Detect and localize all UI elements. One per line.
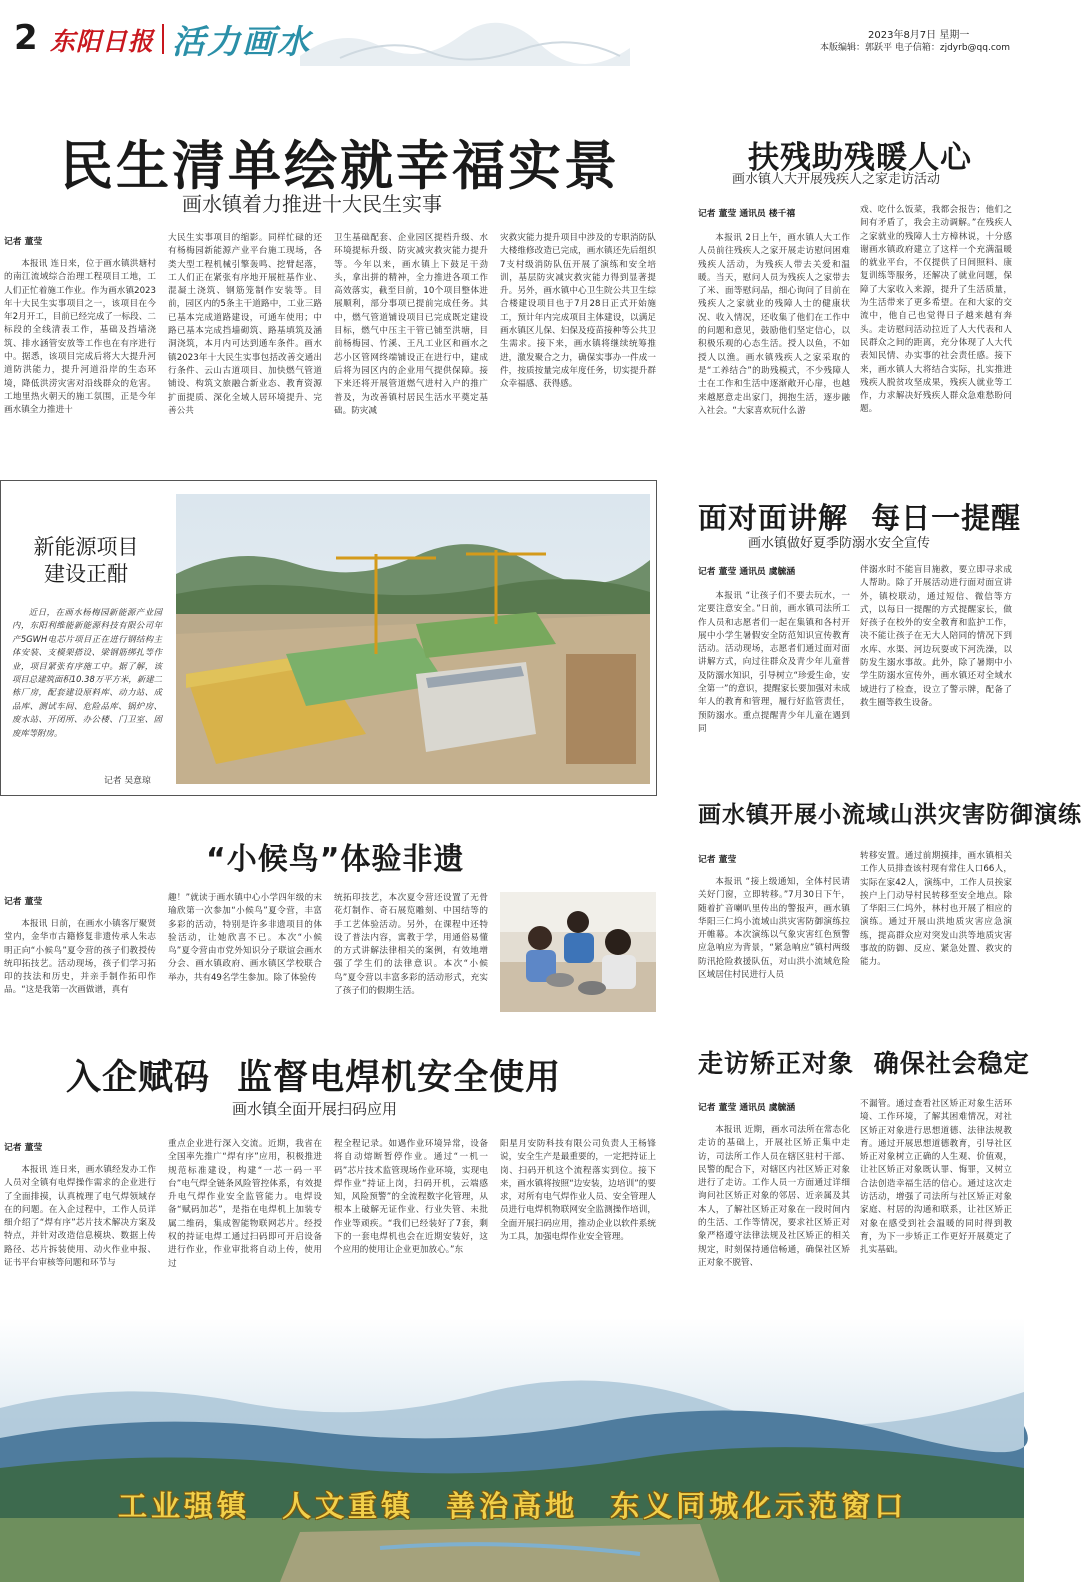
water-col-2: 伴溺水时不能盲目施救，要立即寻求成人帮助。除了开展活动进行面对面宣讲外，镇校联动，通过短信、微信等方式，以每日一提醒的方式提醒家长，做好孩子在校外的安全教育和监护工作，决不能让孩子在无大人陪同的情况下到水库、水渠、河边玩耍或下河洗澡，以防发生溺水事故。此外，除了暑期中小学生防溺水宣传外，画水镇还对全域水域进行了检查，设立了警示牌，配备了救生圈等救生设备。 [860,565,1012,708]
main-col-3: 卫生基础配套、企业园区提档升级、水环境提标升级、防灾减灾救灾能力提升等。今年以来，画水镇上下鼓足干劲头，拿出拼的精神，全力推进各项工作高效落实，截至目前，10个项目整体进展顺利，部分事项已提前完成任务。其中，燃气管道铺设项目已完成既定建设目标，燃气中压主干管已铺至洪塘，目前杨梅园、竹溪、王凡工业区和画水之芯小区管网终端铺设正在进行中，建成后将为园区内的企业用气提供保障。接下来还将开展管道燃气进村入户的推广普及，为改善镇村居民生活水平奠定基础。防灾减 [334,233,488,416]
disabled-subheadline: 画水镇人大开展残疾人之家走访活动 [732,172,941,187]
landscape-banner-image [0,1318,1024,1582]
flood-byline: 记者 董莹 [698,855,737,865]
correction-col-2: 不漏管。通过查看社区矫正对象生活环境、工作环境，了解其困难情况，对社区矫正对象进行思想道德、法律法规教育。通过开展思想道德教育，引导社区矫正对象树立正确的人生观、价值观，让社区矫正对象既认罪、悔罪，又树立合法创造幸福生活的信心。通过这次走访活动，增强了司法所与社区矫正对象家庭、村居的沟通和联系，让社区矫正对象在感受到社会温暖的同时得到教育，为下一步矫正工作更好开展奠定了扎实基础。 [860,1099,1012,1256]
welder-byline: 记者 董莹 [4,1143,43,1153]
disabled-byline: 记者 董莹 通讯员 楼千禧 [698,209,796,219]
editor-line: 本版编辑：郭跃平 电子信箱：zjdyrb@qq.com [820,43,1011,53]
banner-slogan: 工业强镇 人文重镇 善治高地 东义同城化示范窗口 [118,1489,908,1523]
correction-col-1: 本报讯 近期，画水司法所在常态化走访的基础上，开展社区矫正集中走访，司法所工作人员在辖区驻村干部、民警的配合下，对辖区内社区矫正对象进行了走访。工作人员一方面通过详细询问社区矫正对象的邻居、近亲属及其本人，了解社区矫正对象在一段时间内的生活、工作等情况，要求社区矫正对象严格遵守法律法规及社区矫正的相关规定，时刻保持通信畅通，确保社区矫正对象不脱管、 [698,1125,850,1268]
flood-col-2: 转移安置。通过前期摸排，画水镇相关工作人员排查该村现有常住人口66人，实际在家42人，演练中，工作人员挨家挨户上门动导村民转移至安全地点。除了华阳三仁坞外，林村也开展了相应的演练。通过开展山洪地质灾害应急演练，提高群众应对突发山洪等地质灾害事故的防御、反应、紧急处置、救灾的能力。 [860,851,1012,968]
main-headline: 民生清单绘就幸福实景 [60,136,620,197]
water-subheadline: 画水镇做好夏季防溺水安全宣传 [748,536,931,551]
children-printing-photo [500,892,656,1012]
photo-feature-caption: 近日，在画水杨梅园新能源产业园内，东阳利维能新能源科技有限公司年产5GWH电芯片项目正在进行钢结构主体安装、支模架搭设、梁钢筋绑扎等作业，项目紧张有序施工中。据了解，该项目总建筑面积10.38万平方米，新建二栋厂房，配套建设原料库、动力站、成品库、测试车间、危险品库、锅炉房、废水站、开闭所、办公楼、门卫室、固废库等附房。 [12,607,162,738]
construction-site-photo [176,494,650,784]
welder-col-4: 阳星月安防科技有限公司负责人王杨锋说，安全生产是最重要的，一定把持证上岗、扫码开机这个流程落实到位。接下来，画水镇将按照“边安装，边培训”的要求，对所有电气焊作业人员、安全管理人员进行电焊机物联网安全监测操作培训，全面开展扫码应用，推动企业以软件系统为工具，加强电焊作业安全管理。 [500,1139,656,1243]
welder-col-2: 重点企业进行深入交流。近期，我省在全国率先推广“焊有序”应用，积极推进规范标准建设，构建“一芯一码一平台”电气焊全链条风险管控体系，有效提升电气焊作业安全监管能力。电焊设备“赋码加芯”，是指在电焊机上加装专属二维码，集成智能物联网芯片。经授权的持证电焊工通过扫码即可开启设备进行作业，作业审批将自动上传，使用过 [168,1139,322,1269]
masthead-separator [162,24,164,54]
masthead [0,0,1024,70]
flood-col-1: 本报讯 “接上级通知，全体村民请关好门窗，立即转移。”7月30日下午，随着扩音喇叭里传出的警报声，画水镇华阳三仁坞小流域山洪灾害防御演练拉开帷幕。本次演练以气象灾害红色预警应急响应为背景，“紧急响应”镇村两级防汛抢险救援队伍，对山洪小流域危险区域居住村民进行人员 [698,877,850,981]
disabled-col-1: 本报讯 2日上午，画水镇人大工作人员前往残疾人之家开展走访慰问困难残疾人活动，为残疾人带去关爱和温暖。当天，慰问人员为残疾人之家带去了米、面等慰问品，细心询问了目前在残疾人之家就业的残障人士的健康状况、收入情况，还收集了他们在工作中的问题和意见，鼓励他们坚定信心，以积极乐观的心态生活。授人以鱼，不如授人以渔。画水镇残疾人之家采取的是“工养结合”的助残模式，不少残障人士在工作和生活中逐渐敞开心扉，也越来越愿意走出家门，拥抱生活，逐步融入社会。“大家喜欢玩什么游 [698,233,850,416]
page-number: 2 [14,18,38,58]
heritage-headline: “小候鸟”体验非遗 [206,842,465,877]
main-subheadline: 画水镇着力推进十大民生实事 [182,192,442,216]
heritage-col-1: 本报讯 日前，在画水小镇客厅聚贤堂内，金华市古籍修复非遗传承人朱志明正向“小候鸟”夏令营的孩子们教授传统印拓技艺。活动现场，孩子们学习拓印的技法和历史，并亲手制作拓印作品。“这是我第一次画做谱，真有 [4,919,156,996]
welder-col-3: 程全程记录。如遇作业环境异常，设备将自动熔断暂停作业。通过“一机一码”芯片技术监管现场作业环境，实现电焊作业“持证上岗，扫码开机，云端感知，风险预警”的全流程数字化管理，从根本上破解无证作业、行业失管、未批作业等顽疾。“我们已经装好了7套，剩下的一套电焊机也会在近期安装好，这个应用的使用让企业更加放心。”东 [334,1139,488,1256]
section-title: 活力画水 [172,22,312,61]
photo-feature-byline: 记者 吴意琼 [104,776,151,786]
flood-headline: 画水镇开展小流域山洪灾害防御演练 [698,802,1082,828]
welder-col-1: 本报讯 连日来，画水镇经发办工作人员对全镇有电焊操作需求的企业进行了全面排摸，认真梳理了电气焊领域存在的问题。在入企过程中，工作人员详细介绍了“焊有序”芯片技术解决方案及特点，并针对改造信息模块、数据上传路径、芯片拆装使用、动火作业申报、证书平台审核等问题和环节与 [4,1165,156,1269]
main-col-1: 本报讯 连日来，位于画水镇洪塘村的南江流域综合治理工程项目工地，工人们正忙着施工作业。作为画水镇2023年十大民生实事项目之一，该项目在今年2月开工，目前已经完成了一标段、二标段的全线清表工作，基础及挡墙浇筑、排水涵管安放等工作也在有序进行中。据悉，该项目完成后将大大提升河道防洪能力，提升河道沿岸的生态环境，降低洪涝灾害对沿线群众的危害。工地里热火朝天的施工氛围，正是今年画水镇全力推进十 [4,259,156,416]
paper-name: 东阳日报 [50,27,155,56]
main-col-4: 灾救灾能力提升项目中涉及的专职消防队大楼维修改造已完成，画水镇还先后组织7支村级消防队伍开展了演练和安全培训，基层防灾减灾救灾能力得到显著提升。另外，画水镇中心卫生院公共卫生综合楼建设项目也于7月28日正式开始施工，预计年内完成项目主体建设，以满足画水镇区儿保、妇保及疫苗接种等公共卫生需求。接下来，画水镇将继续统筹推进，激发聚合之力，确保实事办一件成一件，按质按量完成年度任务，切实提升群众幸福感、获得感。 [500,233,656,390]
water-headline: 面对面讲解 每日一提醒 [698,501,1022,535]
main-col-2: 大民生实事项目的缩影。同样忙碌的还有杨梅园新能源产业平台施工现场，各类大型工程机械引擎轰鸣、挖臂起落，工人们正在紧张有序地开展桩基作业、混凝土浇筑、钢筋笼制作安装等。目前，园区内的5条主干道路中，工业三路已基本完成道路建设，可通车使用；中路已基本完成挡墙砌筑、路基填筑及涵洞浇筑，本月内可达到通车条件。画水镇2023年十大民生实事包括改善交通出行条件、云山古道项目、加快燃气管道铺设、构筑文旅融合新业态、教育资源扩面提质、深化全域人居环境提升、完善公共 [168,233,322,416]
date-line: 2023年8月7日 星期一 [868,30,970,41]
welder-headline: 入企赋码 监督电焊机安全使用 [66,1058,562,1098]
heritage-byline: 记者 董莹 [4,897,43,907]
welder-subheadline: 画水镇全面开展扫码应用 [232,1100,398,1118]
disabled-headline: 扶残助残暖人心 [748,140,972,176]
water-byline: 记者 董莹 通讯员 虞毓涵 [698,567,796,577]
heritage-col-2: 趣！”就读于画水镇中心小学四年级的末瑜欣第一次参加“小候鸟”夏令营，丰富多彩的活动，特别是许多非遗项目的体验活动，让她欣喜不已。本次“小候鸟”夏令营由市党外知识分子联谊会画水分会、画水镇政府、画水镇区学校联合举办，共有49名学生参加。除了体验传 [168,893,322,983]
ink-landscape-decoration [300,6,630,66]
correction-byline: 记者 董莹 通讯员 虞毓涵 [698,1103,796,1113]
water-col-1: 本报讯 “让孩子们不要去玩水，一定要注意安全。”日前，画水镇司法所工作人员和志愿者们一起在集镇和各村开展中小学生暑假安全防范知识宣传教育活动。活动现场，志愿者们通过面对面讲解方式，向过往群众及青少年儿童普及防溺水知识，引导树立“珍爱生命，安全第一”的意识，提醒家长要加强对未成年人的教育和管理，履行好监管责任，预防溺水。重点提醒青少年儿童在遇到同 [698,591,850,734]
main-byline: 记者 董莹 [4,237,43,247]
photo-feature-title: 新能源项目建设正酣 [33,535,139,586]
heritage-col-3: 统拓印技艺，本次夏令营还设置了无骨花灯制作、奇石展览雕刻、中国结等的手工艺体验活动。另外，在课程中还特设了普法内容，寓教于学，用通俗易懂的方式讲解法律相关的案例，有效地增强了学生们的法律意识。本次“小候鸟”夏令营以丰富多彩的活动形式，充实了孩子们的假期生活。 [334,893,488,997]
disabled-col-2: 戏、吃什么饭菜，我都会报告；他们之间有矛盾了，我会主动调解。”在残疾人之家就业的残障人士方樟林说，十分感谢画水镇政府建立了这样一个充满温暖的就业平台，不仅提供了日间照料、康复训练等服务，还解决了就业问题，保障了大家收入来源，提升了生活质量，为生活带来了更多希望。在和大家的交流中，他自己也觉得日子越来越有奔头。走访慰问活动拉近了人大代表和人民群众之间的距离，充分体现了人大代表知民情、办实事的社会责任感。接下来，画水镇人大将结合实际，扎实推进残疾人脱贫攻坚成果，残疾人就业等工作，力求解决好残疾人群众急难愁盼问题。 [860,205,1012,415]
correction-headline: 走访矫正对象 确保社会稳定 [698,1049,1030,1078]
